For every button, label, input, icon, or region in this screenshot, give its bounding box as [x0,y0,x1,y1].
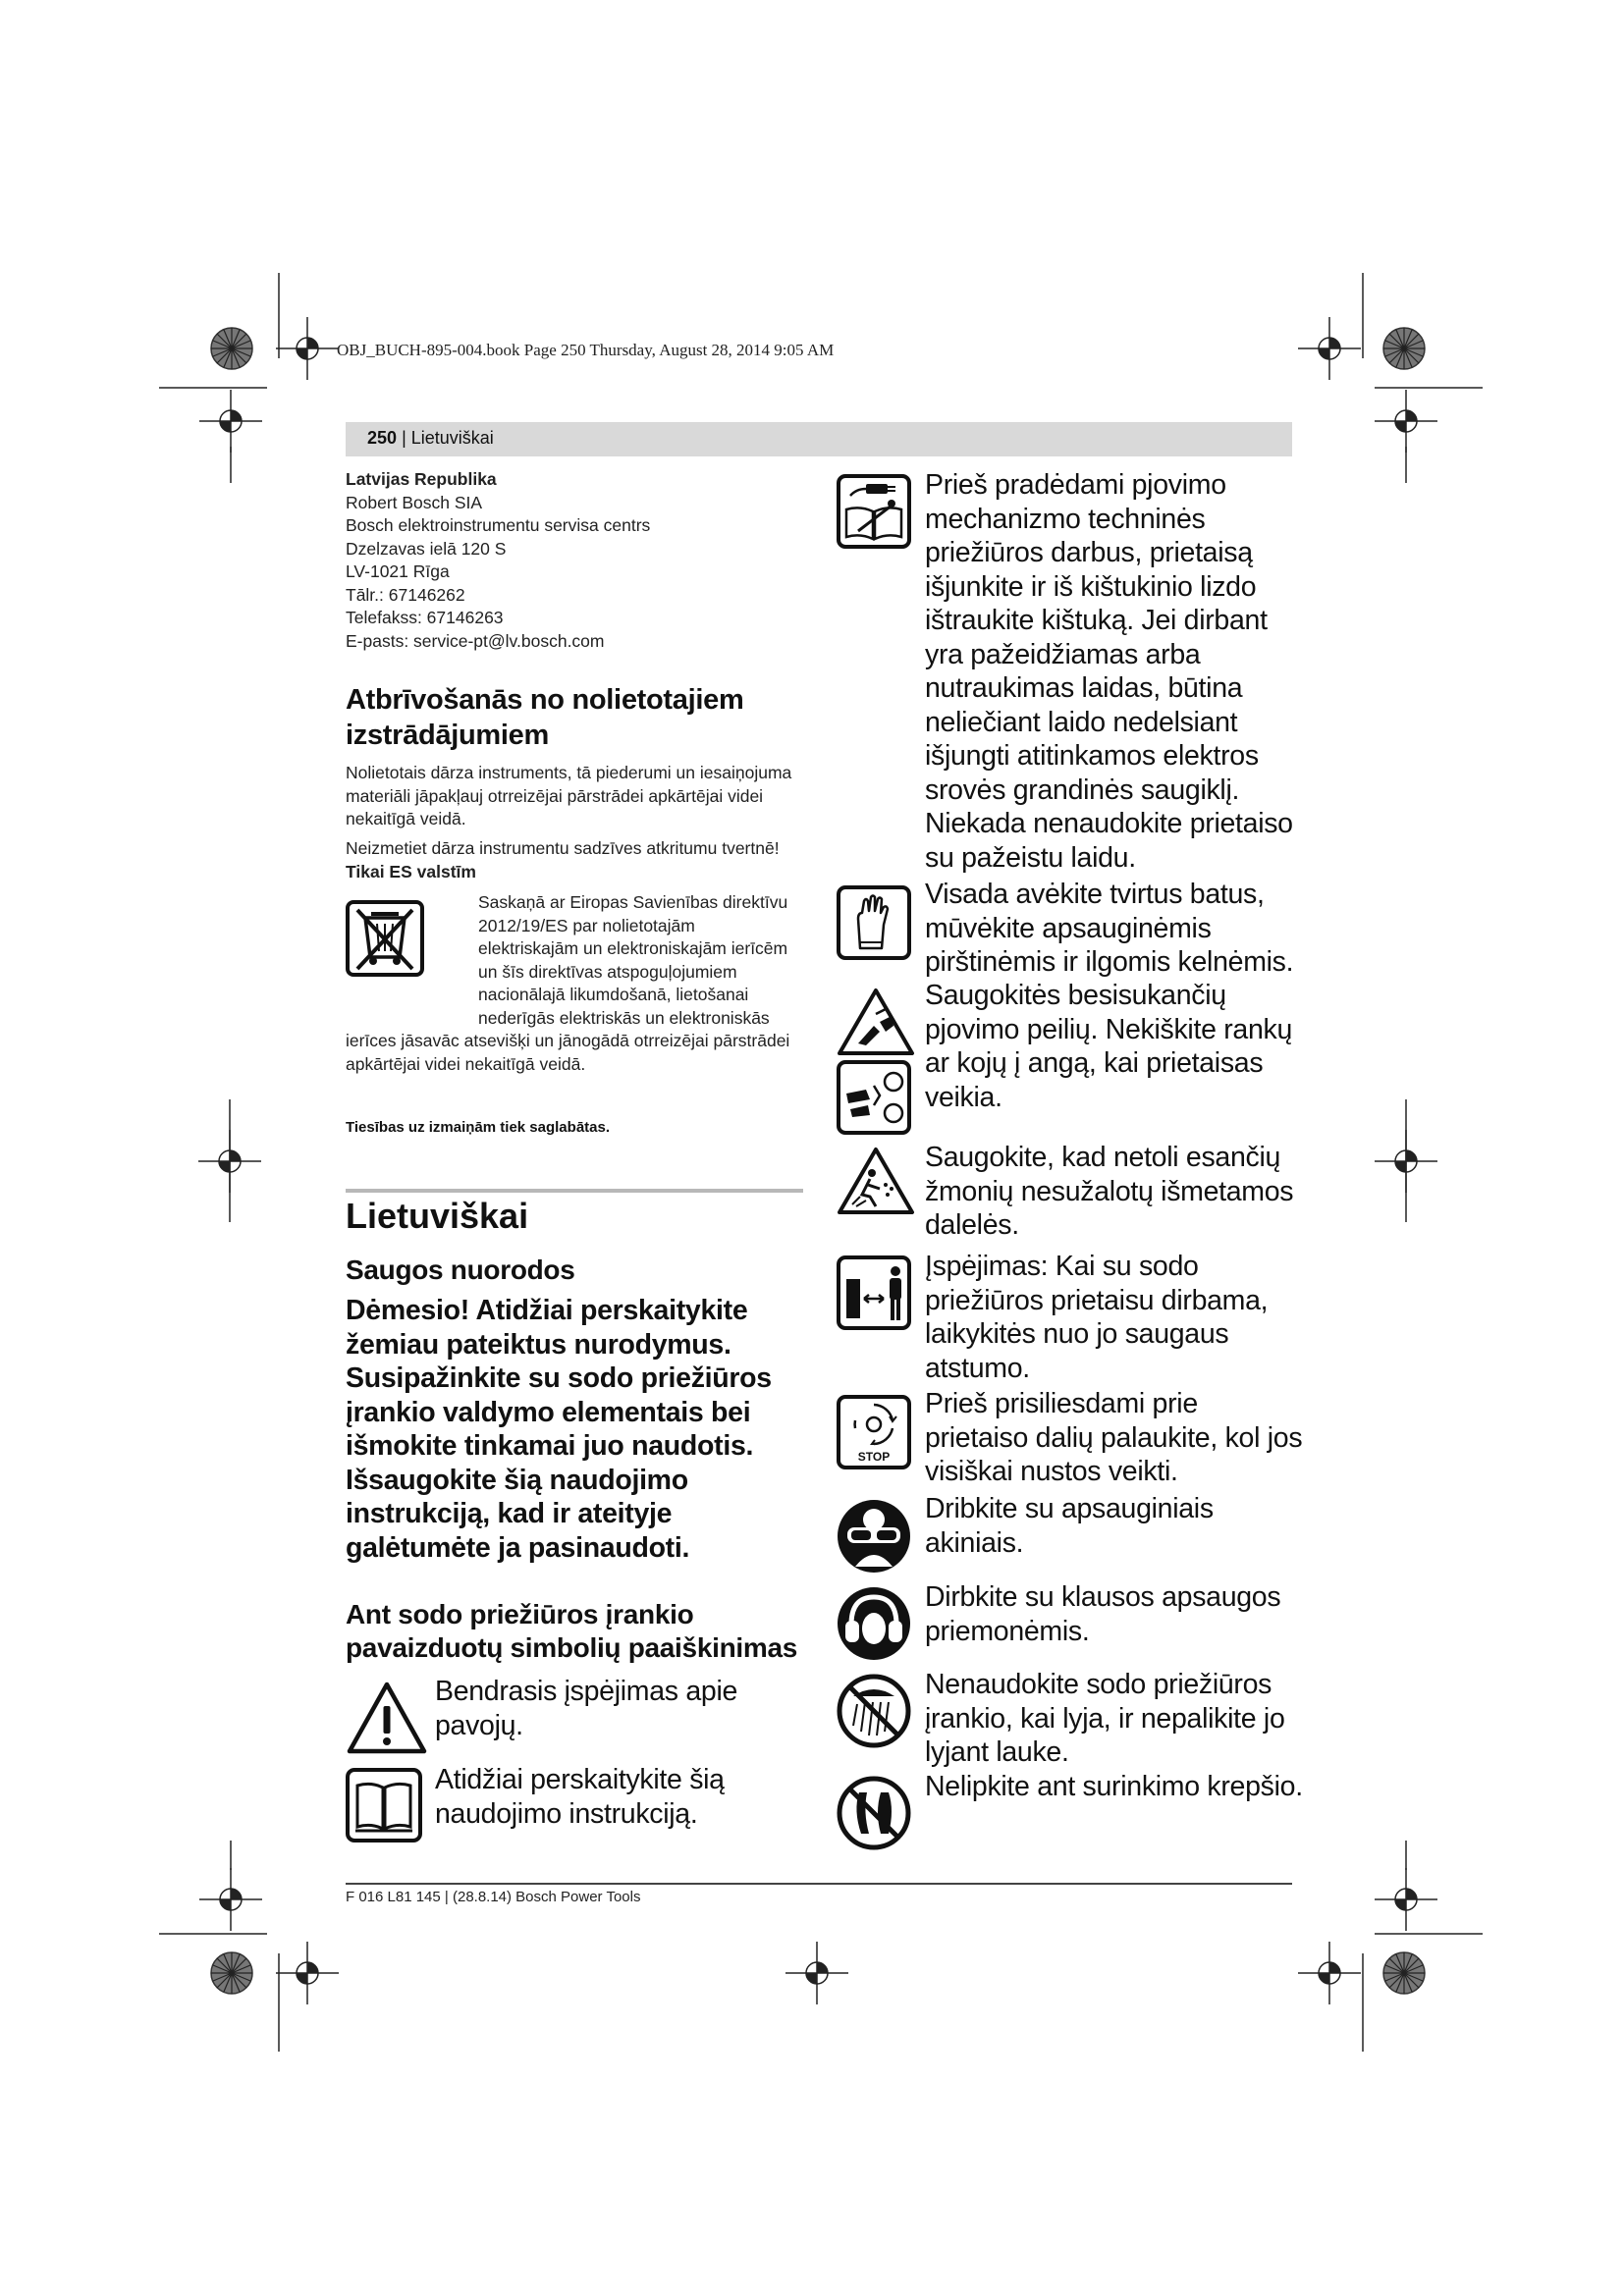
unplug-maintenance-icon [837,474,911,549]
symbol-description: Įspėjimas: Kai su sodo priežiūros prietaisu dirbama, laikykitės nuo jo saugaus atstumo. [925,1251,1269,1384]
gloves-icon [837,885,911,960]
latvia-address [346,468,807,653]
disposal-household-note: Neizmetiet dārza instrumentu sadzīves atkritumu tvertnē! [346,838,780,858]
symbols-heading: Ant sodo priežiūros įrankio pavaizduotų simbolių paaiškinimas [346,1599,797,1663]
section-title: Lietuviškai [346,1196,529,1236]
hand-blade-icon [837,1060,911,1135]
safety-heading: Saugos nuorodos [346,1255,575,1285]
book-info-line: OBJ_BUCH-895-004.book Page 250 Thursday, August 28, 2014 9:05 AM [337,341,835,359]
safety-warning: Dėmesio! Atidžiai perskaitykite žemiau pateiktus nurodymus. Susipažinkite su sodo priežiūros įrankio valdymo elementais bei išmokite tinkamai juo naudotis. Išsaugokite šią naudojimo instrukciją, kad ir ateityje galėtumėte ja pasinaudoti. [346,1295,772,1564]
eu-only-title: Tikai ES valstīm [346,862,476,881]
address-line: LV-1021 Rīga [346,561,450,581]
eu-directive-text-wrapped: Saskaņā ar Eiropas Savienības direktīvu 2012/19/ES par nolietotajām elektriskajām un elektroniskajām ierīcēm un šīs direktīvas atspoguļojumiem nacionālajā likumdošanā, lietošanai nederīgās elektriskās un elektroniskās [478,892,788,1028]
symbol-description: Bendrasis įspėjimas apie pavojų. [435,1676,738,1741]
rights-reserved: Tiesības uz izmaiņām tiek saglabātas. [346,1119,611,1136]
no-standing-on-bag-icon [836,1775,912,1851]
footer: F 016 L81 145 | (28.8.14) Bosch Power Tools [346,1889,641,1905]
symbol-description: Dribkite su apsauginiais akiniais. [925,1493,1214,1559]
symbol-description: Nenaudokite sodo priežiūros įrankio, kai lyja, ir nepalikite jo lyjant lauke. [925,1669,1285,1768]
page-number: 250 [367,428,398,448]
crossed-bin-icon [346,900,424,977]
header-language: Lietuviškai [410,428,494,448]
latvia-country: Latvijas Republika [346,469,497,489]
address-line: Dzelzavas ielā 120 S [346,538,507,559]
address-line: E-pasts: service-pt@lv.bosch.com [346,630,605,651]
address-line: Bosch elektroinstrumentu servisa centrs [346,515,651,535]
safety-goggles-icon [836,1498,912,1575]
ear-protection-icon [836,1585,912,1662]
header-separator: | [402,428,406,448]
symbol-description: Dirbkite su klausos apsaugos priemonėmis. [925,1581,1281,1647]
stop-label: STOP [857,1450,891,1464]
symbol-description: Nelipkite ant surinkimo krepšio. [925,1771,1303,1802]
address-line: Robert Bosch SIA [346,492,483,512]
symbol-description: Visada avėkite tvirtus batus, mūvėkite apsauginėmis pirštinėmis ir ilgomis kelnėmis. [925,879,1294,978]
safe-distance-icon [837,1255,911,1330]
section-divider [346,1189,803,1193]
stop-wait-icon [837,1395,911,1469]
page-header [346,422,1292,456]
disposal-heading: Atbrīvošanās no nolietotajiem izstrādājumiem [346,684,744,751]
warning-triangle-icon [346,1681,428,1755]
rotating-blade-icon [837,987,915,1057]
eu-directive-text: ierīces jāsavāc atsevišķi un jānogādā otrreizējai pārstrādei apkārtējai videi nekaitīgā veidā. [346,1031,790,1074]
disposal-paragraph: Nolietotais dārza instruments, tā piederumi un iesaiņojuma materiāli jāpakļauj otrreizējai pārstrādei apkārtējai videi nekaitīgā veidā. [346,763,792,828]
thrown-objects-icon [837,1146,915,1216]
footer-rule [346,1883,1292,1885]
no-rain-icon [836,1673,912,1749]
manual-book-icon [346,1768,422,1842]
address-line: Tālr.: 67146262 [346,584,465,605]
symbol-description: Atidžiai perskaitykite šią naudojimo instrukciją. [435,1764,725,1830]
symbol-description: Prieš pradėdami pjovimo mechanizmo techninės priežiūros darbus, prietaisą išjunkite ir iš kištukinio lizdo ištraukite kištuką. Jei dirbant yra pažeidžiamas arba nutraukimas laidas, būtina neliečiant laido nedelsiant išjungti atitinkamos elektros srovės grandinės saugiklį. Niekada nenaudokite prietaiso su pažeistu laidu. [925,469,1293,874]
symbol-description: Saugokitės besisukančių pjovimo peilių. Nekiškite rankų ar kojų į angą, kai prietaisas veikia. [925,980,1293,1113]
symbol-description: Prieš prisiliesdami prie prietaiso dalių palaukite, kol jos visiškai nustos veikti. [925,1388,1303,1487]
symbol-description: Saugokite, kad netoli esančių žmonių nesužalotų išmetamos dalelės. [925,1142,1294,1241]
address-line: Telefakss: 67146263 [346,608,504,627]
